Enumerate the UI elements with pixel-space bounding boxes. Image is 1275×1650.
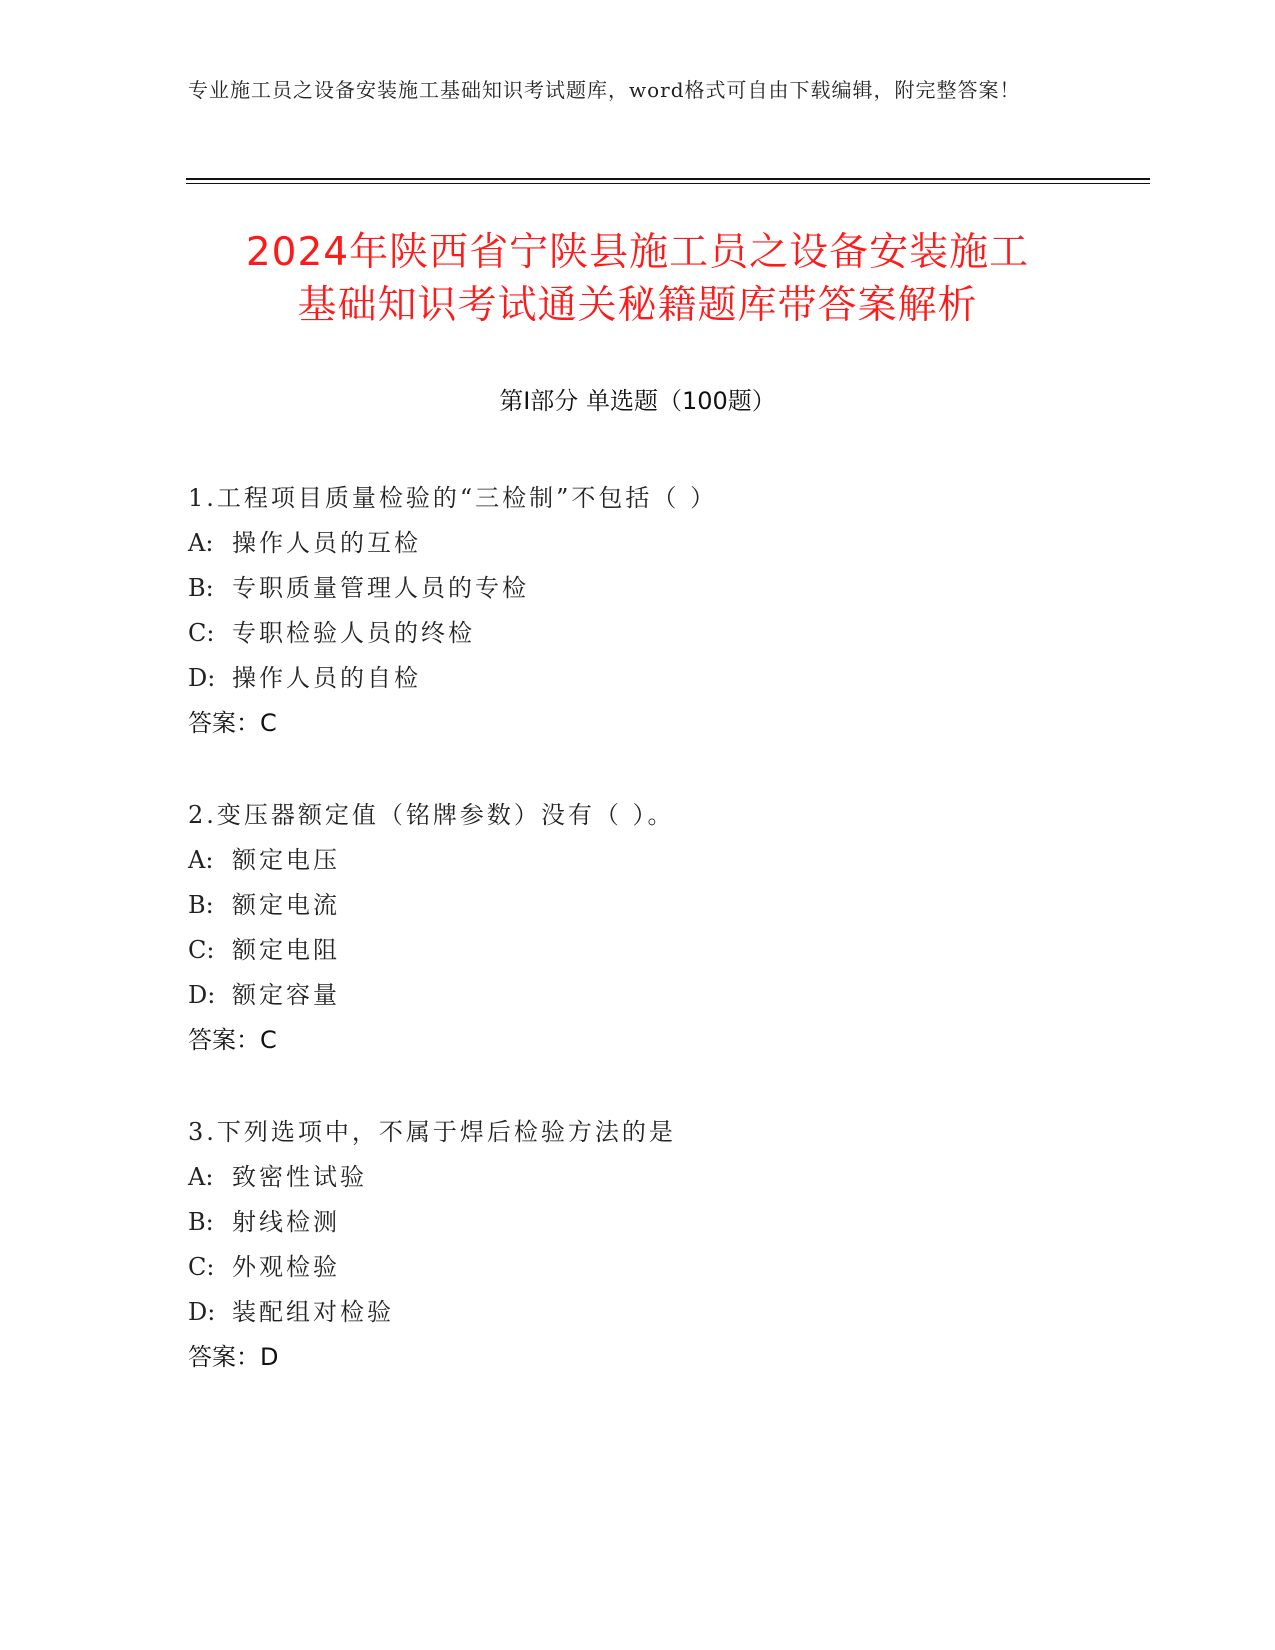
header-divider-thick (186, 178, 1150, 180)
option-b (188, 883, 1088, 928)
option-key: A: (188, 1163, 214, 1191)
option-c (188, 928, 1088, 973)
answer: 答案：C (188, 1026, 277, 1054)
option-text: 额定电流 (232, 891, 340, 919)
option-text: 额定容量 (232, 981, 340, 1009)
title-line-2: 基础知识考试通关秘籍题库带答案解析 (297, 283, 978, 328)
option-key: C: (188, 936, 215, 964)
question-2 (188, 793, 1088, 1110)
option-text: 专职质量管理人员的专检 (232, 574, 529, 602)
section-heading: 第Ⅰ部分 单选题（100题） (499, 387, 776, 415)
option-text: 致密性试验 (232, 1163, 367, 1191)
option-text: 额定电阻 (232, 936, 340, 964)
option-b (188, 566, 1088, 611)
option-d (188, 656, 1088, 701)
option-a (188, 838, 1088, 883)
header-divider-thin (186, 183, 1150, 184)
option-key: B: (188, 574, 214, 602)
option-text: 操作人员的互检 (232, 529, 421, 557)
option-c (188, 1245, 1088, 1290)
option-key: C: (188, 1253, 215, 1281)
option-text: 额定电压 (232, 846, 340, 874)
option-key: C: (188, 619, 215, 647)
question-list (188, 476, 1088, 1427)
question-1 (188, 476, 1088, 793)
answer: 答案：D (188, 1343, 279, 1371)
option-key: B: (188, 1208, 214, 1236)
option-key: A: (188, 529, 214, 557)
option-a (188, 1155, 1088, 1200)
document-title (150, 226, 1125, 332)
question-3 (188, 1110, 1088, 1427)
question-stem: 1.工程项目质量检验的“三检制”不包括（ ） (188, 484, 718, 512)
option-b (188, 1200, 1088, 1245)
option-key: D: (188, 1298, 216, 1326)
header-note: 专业施工员之设备安装施工基础知识考试题库，word格式可自由下载编辑，附完整答案！ (188, 78, 1021, 102)
option-text: 专职检验人员的终检 (232, 619, 475, 647)
question-stem: 3.下列选项中，不属于焊后检验方法的是 (188, 1118, 676, 1146)
option-c (188, 611, 1088, 656)
answer: 答案：C (188, 709, 277, 737)
option-d (188, 973, 1088, 1018)
title-line-1: 2024年陕西省宁陕县施工员之设备安装施工 (245, 230, 1030, 275)
option-key: A: (188, 846, 214, 874)
option-text: 操作人员的自检 (232, 664, 421, 692)
option-text: 装配组对检验 (232, 1298, 394, 1326)
question-stem: 2.变压器额定值（铭牌参数）没有（ ）。 (188, 801, 675, 829)
option-key: B: (188, 891, 214, 919)
option-text: 射线检测 (232, 1208, 340, 1236)
option-key: D: (188, 664, 216, 692)
option-text: 外观检验 (232, 1253, 340, 1281)
option-d (188, 1290, 1088, 1335)
option-a (188, 521, 1088, 566)
option-key: D: (188, 981, 216, 1009)
